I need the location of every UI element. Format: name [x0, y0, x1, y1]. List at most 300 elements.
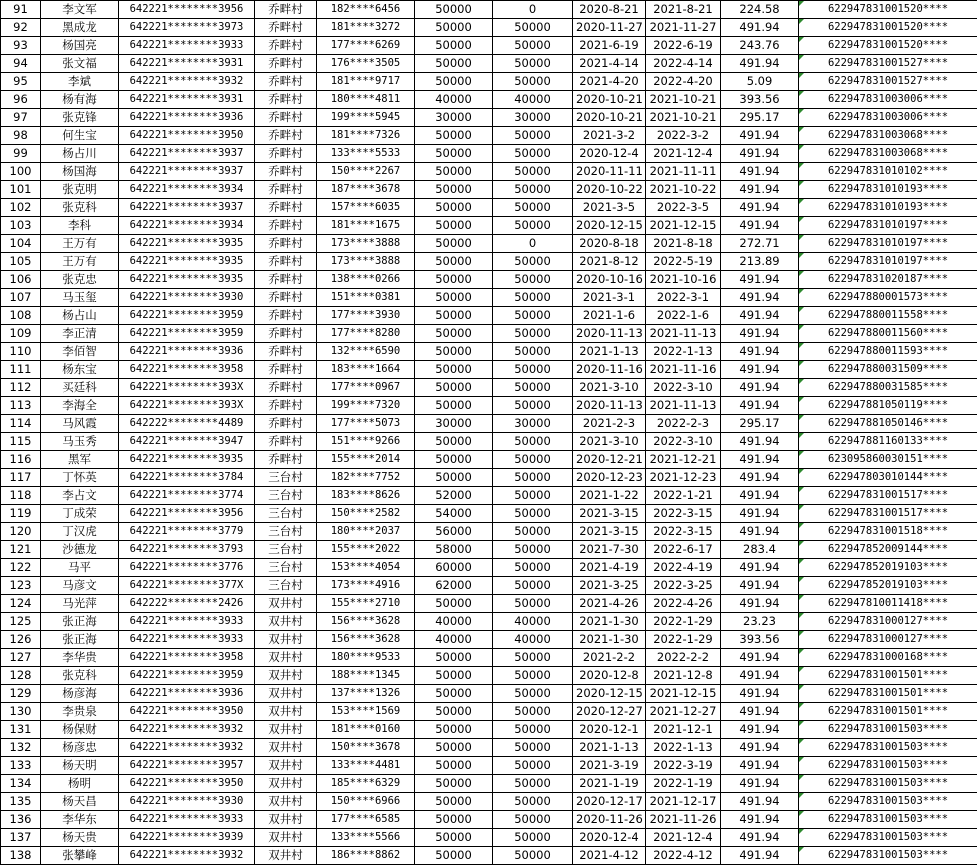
village-cell: 乔畔村	[255, 253, 317, 271]
account-number-cell: 622947852019103****	[799, 577, 977, 595]
interest-cell: 491.94	[721, 145, 799, 163]
account-number-cell: 622947831020187****	[799, 271, 977, 289]
loan-amount-cell: 50000	[493, 361, 573, 379]
account-number-cell: 622947831003068****	[799, 127, 977, 145]
village-cell: 三台村	[255, 577, 317, 595]
village-cell: 双井村	[255, 685, 317, 703]
row-number-cell: 97	[1, 109, 41, 127]
interest-cell: 491.94	[721, 271, 799, 289]
row-number-cell: 127	[1, 649, 41, 667]
village-cell: 三台村	[255, 523, 317, 541]
account-number-cell: 622947831010197****	[799, 253, 977, 271]
table-row	[1, 451, 977, 469]
village-cell: 三台村	[255, 541, 317, 559]
loan-amount-cell: 50000	[493, 541, 573, 559]
village-cell: 乔畔村	[255, 361, 317, 379]
table-body	[1, 1, 977, 865]
village-cell: 乔畔村	[255, 181, 317, 199]
id-number-cell: 642221********3957	[119, 757, 255, 775]
start-date-cell: 2021-4-20	[573, 73, 646, 91]
phone-cell: 173****3888	[317, 235, 415, 253]
village-cell: 乔畔村	[255, 73, 317, 91]
phone-cell: 133****5566	[317, 829, 415, 847]
village-cell: 乔畔村	[255, 415, 317, 433]
account-number-cell: 622947831001517****	[799, 505, 977, 523]
start-date-cell: 2020-10-21	[573, 109, 646, 127]
account-number-cell: 622947803010144****	[799, 469, 977, 487]
phone-cell: 177****6585	[317, 811, 415, 829]
row-number-cell: 138	[1, 847, 41, 865]
account-number-cell: 622947831000168****	[799, 649, 977, 667]
table-row	[1, 793, 977, 811]
phone-cell: 137****1326	[317, 685, 415, 703]
loan-amount-cell: 50000	[493, 793, 573, 811]
start-date-cell: 2021-3-25	[573, 577, 646, 595]
interest-cell: 491.94	[721, 739, 799, 757]
phone-cell: 150****6966	[317, 793, 415, 811]
account-number-cell: 622947880011560****	[799, 325, 977, 343]
id-number-cell: 642221********3930	[119, 793, 255, 811]
row-number-cell: 109	[1, 325, 41, 343]
village-cell: 乔畔村	[255, 271, 317, 289]
id-number-cell: 642221********3933	[119, 811, 255, 829]
row-number-cell: 133	[1, 757, 41, 775]
credit-amount-cell: 50000	[415, 667, 493, 685]
account-number-cell: 622947831003068****	[799, 145, 977, 163]
interest-cell: 491.94	[721, 703, 799, 721]
table-row	[1, 55, 977, 73]
credit-amount-cell: 50000	[415, 703, 493, 721]
credit-amount-cell: 50000	[415, 685, 493, 703]
id-number-cell: 642221********3776	[119, 559, 255, 577]
credit-amount-cell: 50000	[415, 19, 493, 37]
table-row	[1, 1, 977, 19]
village-cell: 乔畔村	[255, 199, 317, 217]
table-row	[1, 181, 977, 199]
table-row	[1, 433, 977, 451]
loan-amount-cell: 50000	[493, 289, 573, 307]
id-number-cell: 642221********3930	[119, 289, 255, 307]
interest-cell: 272.71	[721, 235, 799, 253]
loan-amount-cell: 50000	[493, 55, 573, 73]
loan-amount-cell: 50000	[493, 379, 573, 397]
id-number-cell: 642221********3932	[119, 739, 255, 757]
phone-cell: 177****0967	[317, 379, 415, 397]
name-cell: 马彦文	[41, 577, 119, 595]
credit-amount-cell: 50000	[415, 811, 493, 829]
start-date-cell: 2020-12-4	[573, 829, 646, 847]
end-date-cell: 2021-11-13	[646, 325, 721, 343]
row-number-cell: 101	[1, 181, 41, 199]
name-cell: 杨占山	[41, 307, 119, 325]
phone-cell: 188****1345	[317, 667, 415, 685]
row-number-cell: 124	[1, 595, 41, 613]
loan-amount-cell: 50000	[493, 829, 573, 847]
interest-cell: 491.94	[721, 721, 799, 739]
interest-cell: 491.94	[721, 451, 799, 469]
end-date-cell: 2022-3-15	[646, 523, 721, 541]
account-number-cell: 622947831000127****	[799, 613, 977, 631]
row-number-cell: 104	[1, 235, 41, 253]
name-cell: 杨有海	[41, 91, 119, 109]
credit-amount-cell: 50000	[415, 757, 493, 775]
start-date-cell: 2020-10-21	[573, 91, 646, 109]
interest-cell: 5.09	[721, 73, 799, 91]
id-number-cell: 642221********3937	[119, 145, 255, 163]
loan-amount-cell: 50000	[493, 451, 573, 469]
village-cell: 三台村	[255, 505, 317, 523]
row-number-cell: 131	[1, 721, 41, 739]
loan-amount-cell: 50000	[493, 739, 573, 757]
account-number-cell: 622947831010193****	[799, 181, 977, 199]
id-number-cell: 642221********3934	[119, 217, 255, 235]
end-date-cell: 2021-12-4	[646, 145, 721, 163]
table-row	[1, 37, 977, 55]
phone-cell: 133****4481	[317, 757, 415, 775]
table-row	[1, 379, 977, 397]
credit-amount-cell: 50000	[415, 199, 493, 217]
name-cell: 杨彦海	[41, 685, 119, 703]
id-number-cell: 642221********3932	[119, 847, 255, 865]
end-date-cell: 2022-3-10	[646, 433, 721, 451]
loan-amount-cell: 50000	[493, 757, 573, 775]
interest-cell: 491.94	[721, 55, 799, 73]
phone-cell: 155****2710	[317, 595, 415, 613]
interest-cell: 491.94	[721, 649, 799, 667]
end-date-cell: 2022-3-2	[646, 127, 721, 145]
end-date-cell: 2021-12-4	[646, 829, 721, 847]
account-number-cell: 622947831001518****	[799, 523, 977, 541]
credit-amount-cell: 56000	[415, 523, 493, 541]
phone-cell: 180****2037	[317, 523, 415, 541]
table-row	[1, 703, 977, 721]
end-date-cell: 2022-4-19	[646, 559, 721, 577]
loan-amount-cell: 50000	[493, 847, 573, 865]
start-date-cell: 2021-1-19	[573, 775, 646, 793]
village-cell: 乔畔村	[255, 127, 317, 145]
name-cell: 黑成龙	[41, 19, 119, 37]
credit-amount-cell: 50000	[415, 217, 493, 235]
loan-amount-cell: 50000	[493, 217, 573, 235]
phone-cell: 138****0266	[317, 271, 415, 289]
end-date-cell: 2022-3-5	[646, 199, 721, 217]
loan-amount-cell: 50000	[493, 505, 573, 523]
account-number-cell: 622947880011558****	[799, 307, 977, 325]
credit-amount-cell: 50000	[415, 649, 493, 667]
table-row	[1, 487, 977, 505]
interest-cell: 393.56	[721, 631, 799, 649]
phone-cell: 182****7752	[317, 469, 415, 487]
id-number-cell: 642221********3950	[119, 127, 255, 145]
table-row	[1, 235, 977, 253]
start-date-cell: 2020-8-21	[573, 1, 646, 19]
table-row	[1, 109, 977, 127]
account-number-cell: 622947880031585****	[799, 379, 977, 397]
row-number-cell: 132	[1, 739, 41, 757]
name-cell: 丁怀英	[41, 469, 119, 487]
end-date-cell: 2021-10-16	[646, 271, 721, 289]
phone-cell: 155****2022	[317, 541, 415, 559]
loan-amount-cell: 50000	[493, 469, 573, 487]
name-cell: 李华贵	[41, 649, 119, 667]
phone-cell: 199****5945	[317, 109, 415, 127]
loan-amount-cell: 50000	[493, 397, 573, 415]
start-date-cell: 2020-12-1	[573, 721, 646, 739]
start-date-cell: 2021-8-12	[573, 253, 646, 271]
name-cell: 买廷科	[41, 379, 119, 397]
loan-amount-cell: 40000	[493, 613, 573, 631]
account-number-cell: 622947831003006****	[799, 109, 977, 127]
interest-cell: 491.94	[721, 379, 799, 397]
id-number-cell: 642221********3932	[119, 721, 255, 739]
end-date-cell: 2021-12-1	[646, 721, 721, 739]
account-number-cell: 622947831001503****	[799, 847, 977, 865]
phone-cell: 180****9533	[317, 649, 415, 667]
end-date-cell: 2021-11-27	[646, 19, 721, 37]
end-date-cell: 2022-6-19	[646, 37, 721, 55]
loan-amount-cell: 50000	[493, 775, 573, 793]
village-cell: 乔畔村	[255, 1, 317, 19]
credit-amount-cell: 50000	[415, 307, 493, 325]
credit-amount-cell: 30000	[415, 415, 493, 433]
interest-cell: 224.58	[721, 1, 799, 19]
loan-amount-cell: 50000	[493, 325, 573, 343]
end-date-cell: 2022-3-25	[646, 577, 721, 595]
end-date-cell: 2022-1-29	[646, 631, 721, 649]
interest-cell: 295.17	[721, 415, 799, 433]
id-number-cell: 642221********3936	[119, 685, 255, 703]
credit-amount-cell: 50000	[415, 343, 493, 361]
loan-amount-cell: 50000	[493, 811, 573, 829]
account-number-cell: 622947831010197****	[799, 235, 977, 253]
loan-amount-cell: 50000	[493, 577, 573, 595]
end-date-cell: 2021-10-21	[646, 91, 721, 109]
row-number-cell: 136	[1, 811, 41, 829]
end-date-cell: 2021-12-15	[646, 217, 721, 235]
village-cell: 双井村	[255, 757, 317, 775]
row-number-cell: 93	[1, 37, 41, 55]
interest-cell: 491.94	[721, 487, 799, 505]
name-cell: 张攀峰	[41, 847, 119, 865]
account-number-cell: 622947831001501****	[799, 685, 977, 703]
name-cell: 张正海	[41, 631, 119, 649]
phone-cell: 183****1664	[317, 361, 415, 379]
start-date-cell: 2020-12-21	[573, 451, 646, 469]
end-date-cell: 2022-3-10	[646, 379, 721, 397]
id-number-cell: 642221********3933	[119, 37, 255, 55]
name-cell: 李海全	[41, 397, 119, 415]
end-date-cell: 2022-3-15	[646, 505, 721, 523]
account-number-cell: 622947852019103****	[799, 559, 977, 577]
phone-cell: 156****3628	[317, 631, 415, 649]
account-number-cell: 622947831001503****	[799, 811, 977, 829]
id-number-cell: 642221********393X	[119, 379, 255, 397]
interest-cell: 491.94	[721, 559, 799, 577]
account-number-cell: 622947810011418****	[799, 595, 977, 613]
row-number-cell: 120	[1, 523, 41, 541]
row-number-cell: 112	[1, 379, 41, 397]
name-cell: 杨明	[41, 775, 119, 793]
phone-cell: 181****9717	[317, 73, 415, 91]
table-row	[1, 559, 977, 577]
start-date-cell: 2021-2-3	[573, 415, 646, 433]
interest-cell: 491.94	[721, 523, 799, 541]
account-number-cell: 622947831001501****	[799, 667, 977, 685]
phone-cell: 177****6269	[317, 37, 415, 55]
row-number-cell: 114	[1, 415, 41, 433]
phone-cell: 133****5533	[317, 145, 415, 163]
name-cell: 杨东宝	[41, 361, 119, 379]
interest-cell: 283.4	[721, 541, 799, 559]
interest-cell: 393.56	[721, 91, 799, 109]
loan-amount-cell: 50000	[493, 163, 573, 181]
village-cell: 双井村	[255, 793, 317, 811]
interest-cell: 491.94	[721, 505, 799, 523]
row-number-cell: 105	[1, 253, 41, 271]
interest-cell: 491.94	[721, 775, 799, 793]
start-date-cell: 2020-10-16	[573, 271, 646, 289]
end-date-cell: 2022-1-21	[646, 487, 721, 505]
start-date-cell: 2021-3-10	[573, 379, 646, 397]
end-date-cell: 2021-11-16	[646, 361, 721, 379]
phone-cell: 153****1569	[317, 703, 415, 721]
end-date-cell: 2021-11-26	[646, 811, 721, 829]
end-date-cell: 2022-1-29	[646, 613, 721, 631]
loan-amount-cell: 0	[493, 1, 573, 19]
credit-amount-cell: 40000	[415, 631, 493, 649]
name-cell: 李华东	[41, 811, 119, 829]
id-number-cell: 642221********3931	[119, 91, 255, 109]
account-number-cell: 622947831003006****	[799, 91, 977, 109]
phone-cell: 150****2582	[317, 505, 415, 523]
account-number-cell: 622947831001503****	[799, 829, 977, 847]
start-date-cell: 2020-12-4	[573, 145, 646, 163]
credit-amount-cell: 50000	[415, 397, 493, 415]
loan-amount-cell: 50000	[493, 307, 573, 325]
start-date-cell: 2021-3-10	[573, 433, 646, 451]
credit-amount-cell: 54000	[415, 505, 493, 523]
account-number-cell: 622947831010197****	[799, 217, 977, 235]
start-date-cell: 2020-10-22	[573, 181, 646, 199]
name-cell: 张克明	[41, 181, 119, 199]
name-cell: 张克忠	[41, 271, 119, 289]
end-date-cell: 2022-2-2	[646, 649, 721, 667]
interest-cell: 491.94	[721, 469, 799, 487]
start-date-cell: 2021-1-30	[573, 631, 646, 649]
loan-amount-cell: 50000	[493, 595, 573, 613]
id-number-cell: 642221********3932	[119, 73, 255, 91]
credit-amount-cell: 58000	[415, 541, 493, 559]
name-cell: 李佰智	[41, 343, 119, 361]
table-row	[1, 811, 977, 829]
table-row	[1, 739, 977, 757]
id-number-cell: 642221********377X	[119, 577, 255, 595]
start-date-cell: 2021-4-12	[573, 847, 646, 865]
table-row	[1, 595, 977, 613]
credit-amount-cell: 50000	[415, 433, 493, 451]
account-number-cell: 622947831001527****	[799, 73, 977, 91]
end-date-cell: 2021-12-8	[646, 667, 721, 685]
table-row	[1, 469, 977, 487]
end-date-cell: 2021-10-22	[646, 181, 721, 199]
interest-cell: 491.94	[721, 685, 799, 703]
table-row	[1, 541, 977, 559]
table-row	[1, 199, 977, 217]
credit-amount-cell: 50000	[415, 145, 493, 163]
row-number-cell: 122	[1, 559, 41, 577]
start-date-cell: 2021-3-2	[573, 127, 646, 145]
account-number-cell: 622947881050119****	[799, 397, 977, 415]
interest-cell: 491.94	[721, 217, 799, 235]
name-cell: 丁汉虎	[41, 523, 119, 541]
account-number-cell: 622947831001503****	[799, 739, 977, 757]
account-number-cell: 622947880001573****	[799, 289, 977, 307]
end-date-cell: 2022-6-17	[646, 541, 721, 559]
row-number-cell: 103	[1, 217, 41, 235]
end-date-cell: 2021-12-23	[646, 469, 721, 487]
end-date-cell: 2021-8-21	[646, 1, 721, 19]
start-date-cell: 2020-11-13	[573, 397, 646, 415]
phone-cell: 156****3628	[317, 613, 415, 631]
end-date-cell: 2022-3-1	[646, 289, 721, 307]
credit-amount-cell: 50000	[415, 253, 493, 271]
id-number-cell: 642221********3950	[119, 775, 255, 793]
start-date-cell: 2020-11-26	[573, 811, 646, 829]
phone-cell: 183****8626	[317, 487, 415, 505]
id-number-cell: 642221********393X	[119, 397, 255, 415]
village-cell: 乔畔村	[255, 55, 317, 73]
phone-cell: 151****9266	[317, 433, 415, 451]
name-cell: 张文福	[41, 55, 119, 73]
credit-amount-cell: 50000	[415, 37, 493, 55]
table-row	[1, 289, 977, 307]
id-number-cell: 642222********2426	[119, 595, 255, 613]
name-cell: 杨天明	[41, 757, 119, 775]
loan-amount-cell: 50000	[493, 721, 573, 739]
loan-amount-cell: 50000	[493, 559, 573, 577]
name-cell: 张克锋	[41, 109, 119, 127]
village-cell: 乔畔村	[255, 397, 317, 415]
start-date-cell: 2020-12-15	[573, 685, 646, 703]
credit-amount-cell: 50000	[415, 73, 493, 91]
id-number-cell: 642222********4489	[119, 415, 255, 433]
table-row	[1, 667, 977, 685]
phone-cell: 173****3888	[317, 253, 415, 271]
loan-amount-cell: 0	[493, 235, 573, 253]
village-cell: 乔畔村	[255, 433, 317, 451]
table-row	[1, 343, 977, 361]
name-cell: 马光萍	[41, 595, 119, 613]
id-number-cell: 642221********3959	[119, 307, 255, 325]
start-date-cell: 2020-11-13	[573, 325, 646, 343]
loan-amount-cell: 50000	[493, 199, 573, 217]
account-number-cell: 622947831010102****	[799, 163, 977, 181]
account-number-cell: 622947881050146****	[799, 415, 977, 433]
phone-cell: 186****8862	[317, 847, 415, 865]
credit-amount-cell: 52000	[415, 487, 493, 505]
phone-cell: 177****3930	[317, 307, 415, 325]
row-number-cell: 96	[1, 91, 41, 109]
id-number-cell: 642221********3936	[119, 109, 255, 127]
credit-amount-cell: 50000	[415, 361, 493, 379]
start-date-cell: 2020-12-17	[573, 793, 646, 811]
row-number-cell: 117	[1, 469, 41, 487]
table-row	[1, 613, 977, 631]
end-date-cell: 2022-2-3	[646, 415, 721, 433]
credit-amount-cell: 50000	[415, 181, 493, 199]
name-cell: 黑军	[41, 451, 119, 469]
end-date-cell: 2021-12-15	[646, 685, 721, 703]
